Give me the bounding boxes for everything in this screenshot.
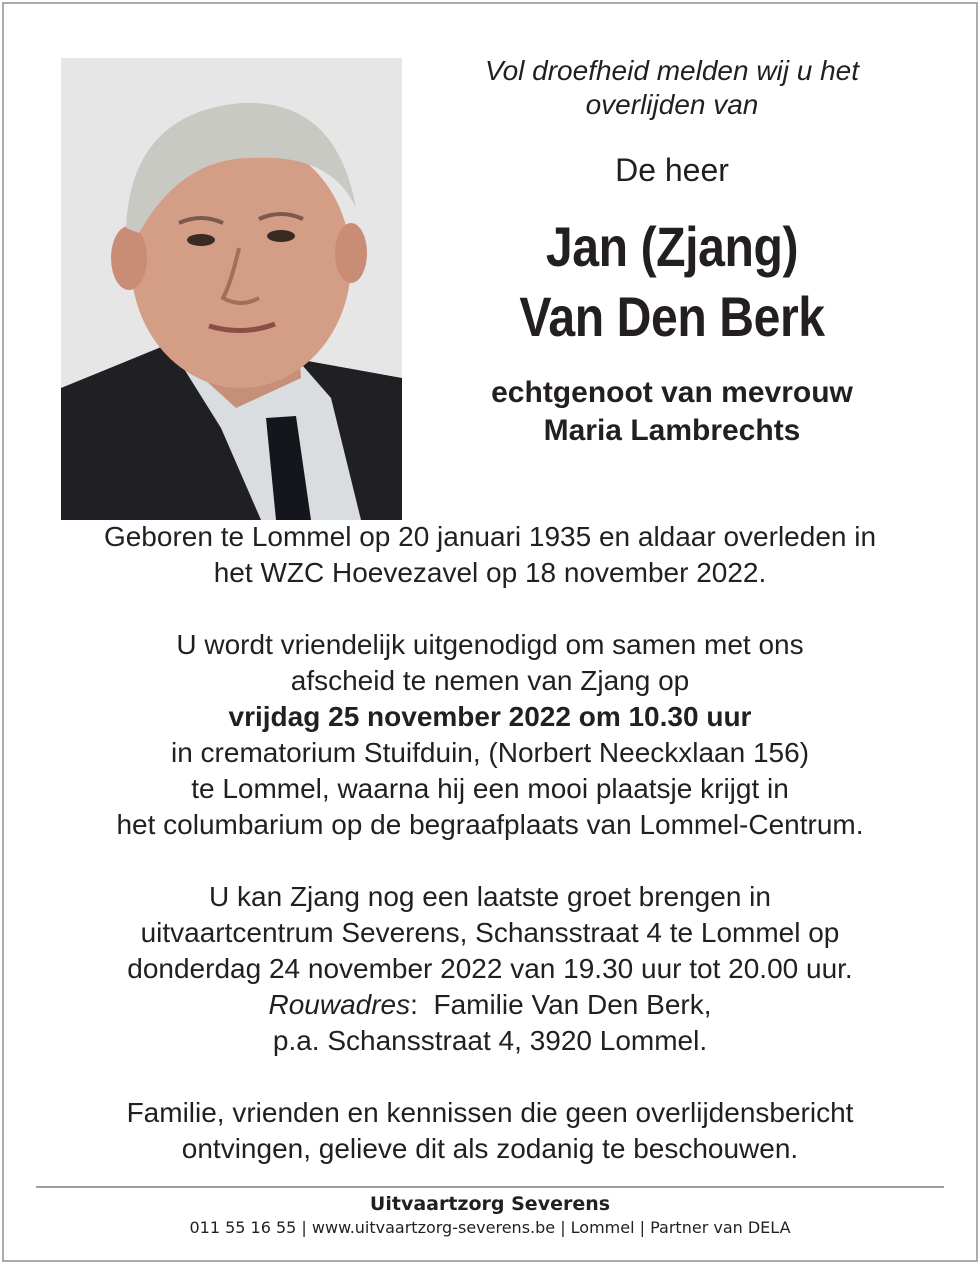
- spouse-text: [432, 374, 912, 450]
- portrait-photo: [61, 58, 402, 520]
- intro-line-2: overlijden van: [585, 89, 759, 120]
- address-line-2: p.a. Schansstraat 4, 3920 Lommel.: [272, 1025, 708, 1056]
- name-line-2: Van Den Berk: [519, 285, 825, 348]
- funeral-line-6: het columbarium op de begraafplaats van Lommel-Centrum.: [116, 809, 864, 840]
- visitation-line-2: uitvaartcentrum Severens, Schansstraat 4 te Lommel op: [140, 917, 840, 948]
- visitation-line-1: U kan Zjang nog een laatste groet brengen in: [209, 881, 771, 912]
- birth-paragraph: [30, 519, 950, 591]
- birth-line-2: het WZC Hoevezavel op 18 november 2022.: [213, 557, 767, 588]
- visitation-line-3: donderdag 24 november 2022 van 19.30 uur tot 20.00 uur.: [127, 953, 853, 984]
- announcement-body: [30, 519, 950, 1167]
- intro-text: [432, 54, 912, 122]
- funeral-line-4: in crematorium Stuifduin, (Norbert Neeckxlaan 156): [170, 737, 810, 768]
- visitation-paragraph: [30, 879, 950, 1059]
- funeral-paragraph: [30, 627, 950, 843]
- intro-line-1: Vol droefheid melden wij u het: [484, 55, 860, 86]
- spouse-line-2: Maria Lambrechts: [543, 414, 801, 447]
- funeral-line-5: te Lommel, waarna hij een mooi plaatsje krijgt in: [191, 773, 789, 804]
- funeral-home-name: Uitvaartzorg Severens: [369, 1193, 611, 1215]
- funeral-home-contact: 011 55 16 55 | www.uitvaartzorg-severens.be | Lommel | Partner van DELA: [189, 1218, 791, 1237]
- address-value: : Familie Van Den Berk,: [410, 989, 712, 1020]
- honorific: De heer: [615, 152, 729, 188]
- funeral-line-1: U wordt vriendelijk uitgenodigd om samen met ons: [176, 629, 804, 660]
- closing-line-1: Familie, vrienden en kennissen die geen overlijdensbericht: [126, 1097, 854, 1128]
- funeral-line-2: afscheid te nemen van Zjang op: [290, 665, 690, 696]
- funeral-date: vrijdag 25 november 2022 om 10.30 uur: [228, 701, 752, 732]
- portrait-photo-icon: [61, 58, 402, 520]
- address-label: Rouwadres: [268, 989, 411, 1020]
- name-line-1: Jan (Zjang): [545, 215, 799, 278]
- deceased-name: [466, 212, 879, 352]
- birth-line-1: Geboren te Lommel op 20 januari 1935 en aldaar overleden in: [103, 521, 877, 552]
- footer-divider: [36, 1186, 944, 1188]
- closing-line-2: ontvingen, gelieve dit als zodanig te beschouwen.: [181, 1133, 799, 1164]
- header-block: [432, 54, 912, 450]
- spouse-line-1: echtgenoot van mevrouw: [491, 376, 853, 409]
- closing-paragraph: [30, 1095, 950, 1167]
